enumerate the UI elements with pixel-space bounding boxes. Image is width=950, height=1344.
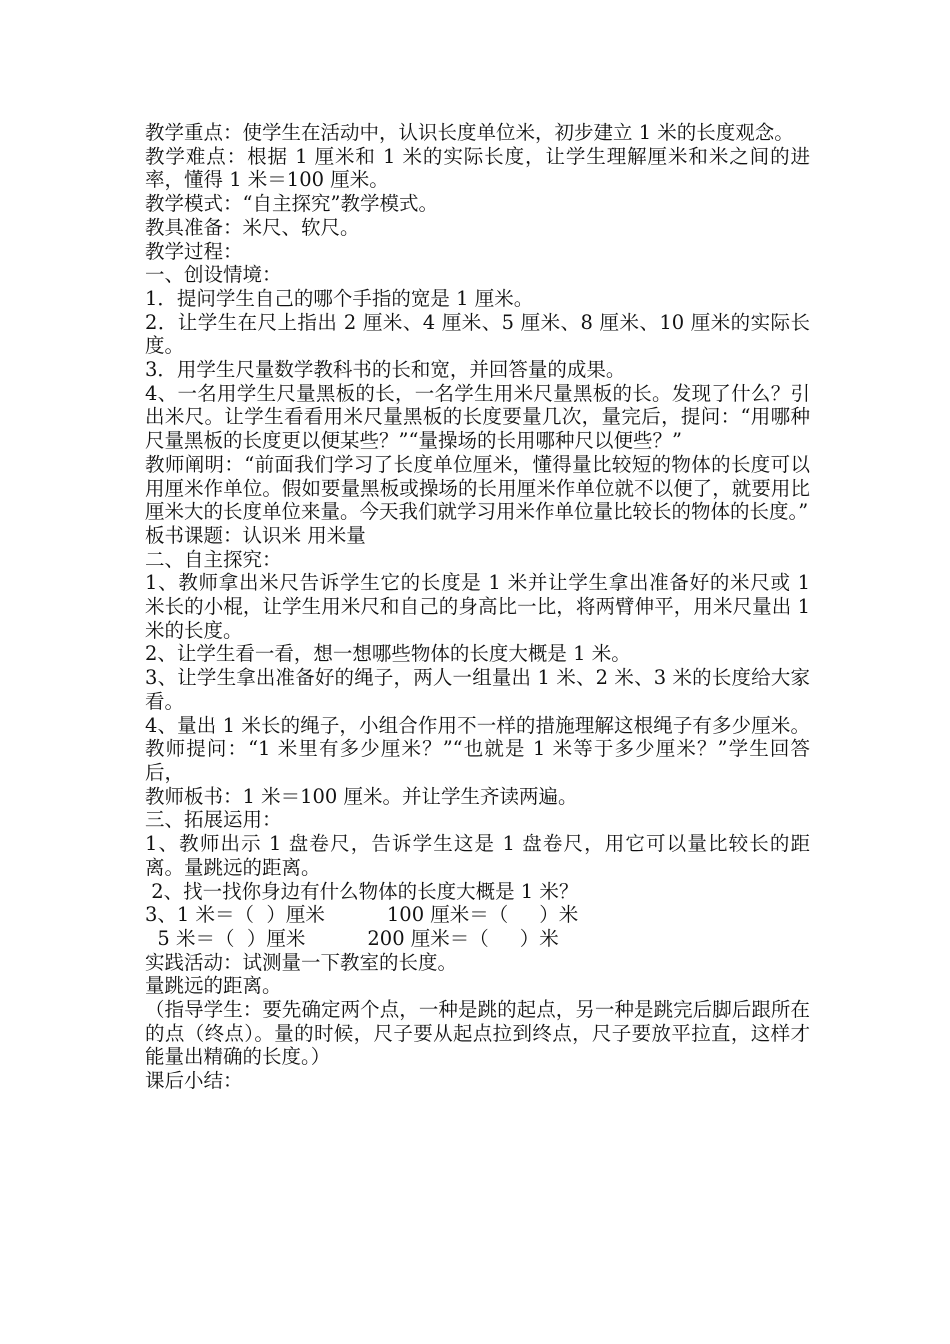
exercise-line: 5 米＝（ ）厘米 200 厘米＝（ ）米 bbox=[145, 926, 559, 950]
text-line: 1、教师拿出米尺告诉学生它的长度是 1 米并让学生拿出准备好的米尺或 1 米长的小棍，让学生用米尺和自己的身高比一比，将两臂伸平，用米尺量出 1 米的长度。 bbox=[145, 571, 817, 642]
text-line: 2、让学生看一看，想一想哪些物体的长度大概是 1 米。 bbox=[145, 642, 631, 666]
text-line: 教具准备：米尺、软尺。 bbox=[145, 215, 360, 239]
text-line: 板书课题：认识米 用米量 bbox=[145, 523, 366, 547]
text-line: 4、量出 1 米长的绳子，小组合作用不一样的措施理解这根绳子有多少厘米。教师提问：“1 米里有多少厘米？”“也就是 1 米等于多少厘米？”学生回答后， bbox=[145, 713, 810, 784]
text-line: 实践活动：试测量一下教室的长度。 bbox=[145, 950, 458, 974]
text-line: 教学过程： bbox=[145, 239, 243, 263]
section-heading: 一、创设情境： bbox=[145, 263, 282, 287]
text-line: 量跳远的距离。 bbox=[145, 974, 282, 998]
text-line: 3．用学生尺量数学教科书的长和宽，并回答量的成果。 bbox=[145, 358, 626, 382]
text-line: 2、找一找你身边有什么物体的长度大概是 1 米？ bbox=[145, 879, 579, 903]
text-line: 3、让学生拿出准备好的绳子，两人一组量出 1 米、2 米、3 米的长度给大家看。 bbox=[145, 666, 810, 713]
text-line: （指导学生：要先确定两个点，一种是跳的起点，另一种是跳完后脚后跟所在的点（终点）。量的时候，尺子要从起点拉到终点，尺子要放平拉直，这样才能量出精确的长度。） bbox=[145, 998, 810, 1069]
exercise-line: 3、1 米＝（ ）厘米 100 厘米＝（ ）米 bbox=[145, 903, 579, 927]
text-line: 课后小结： bbox=[145, 1069, 243, 1093]
text-line: 2．让学生在尺上指出 2 厘米、4 厘米、5 厘米、8 厘米、10 厘米的实际长度。 bbox=[145, 310, 810, 358]
text-line: 教师板书：1 米＝100 厘米。并让学生齐读两遍。 bbox=[145, 784, 578, 808]
text-line: 教学重点：使学生在活动中，认识长度单位米，初步建立 1 米的长度观念。 bbox=[145, 121, 794, 144]
text-line: 1．提问学生自己的哪个手指的宽是 1 厘米。 bbox=[145, 286, 534, 310]
document-page bbox=[145, 121, 817, 1093]
text-line: 1、教师出示 1 盘卷尺，告诉学生这是 1 盘卷尺，用它可以量比较长的距离。量跳远的距离。 bbox=[145, 832, 810, 879]
section-heading: 二、自主探究： bbox=[145, 547, 282, 571]
text-line: 教学难点：根据 1 厘米和 1 米的实际长度，让学生理解厘米和米之间的进率，懂得 1 米＝100 厘米。 bbox=[145, 144, 810, 192]
text-line: 教师阐明：“前面我们学习了长度单位厘米，懂得量比较短的物体的长度可以用厘米作单位。假如要量黑板或操场的长用厘米作单位就不以便了，就要用比厘米大的长度单位来量。今天我们就学习用米作单位量比较长的物体的长度。” bbox=[145, 452, 810, 524]
text-line: 教学模式：“自主探究”教学模式。 bbox=[145, 192, 438, 216]
section-heading: 三、拓展运用： bbox=[145, 808, 282, 832]
text-line: 4、一名用学生尺量黑板的长，一名学生用米尺量黑板的长。发现了什么？引出米尺。让学生看看用米尺量黑板的长度要量几次，量完后，提问：“用哪种尺量黑板的长度更以便某些？”“量操场的长用哪种尺以便些？” bbox=[145, 381, 810, 453]
